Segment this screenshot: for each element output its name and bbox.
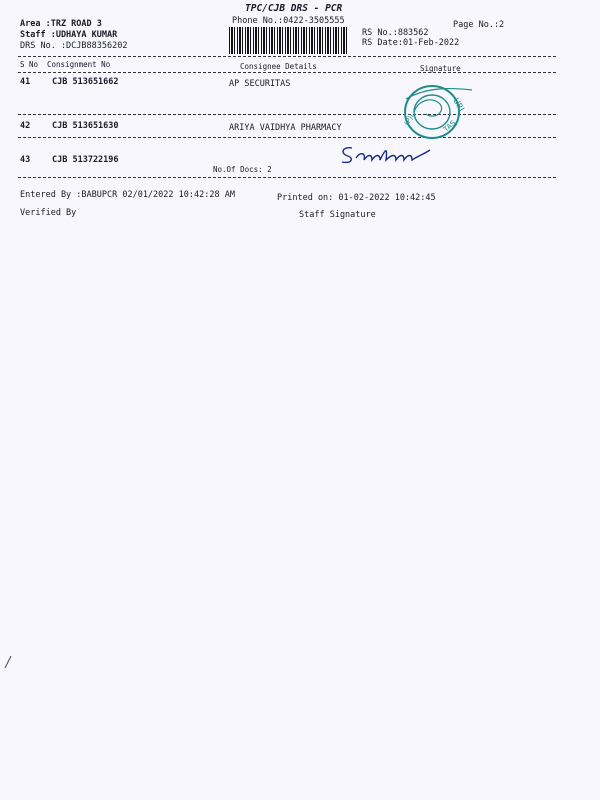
entered-by: Entered By :BABUPCR 02/01/2022 10:42:28 AM [20,190,235,200]
svg-text:(P)L: (P)L [402,111,417,127]
staff-label: Staff :UDHAYA KUMAR [20,30,118,40]
row-sno: 42 [20,121,31,131]
divider [18,72,556,73]
docs-count: No.Of Docs: 2 [213,165,272,174]
column-header-consignee: Consignee Details [240,62,317,71]
area-label: Area :TRZ ROAD 3 [20,19,102,29]
barcode-image [229,27,349,54]
divider [18,56,556,57]
printed-on: Printed on: 01-02-2022 10:42:45 [277,193,436,203]
row-consignment: CJB 513651630 [52,121,119,131]
row-consignee: AP SECURITAS [229,79,291,89]
rs-date: RS Date:01-Feb-2022 [362,38,460,48]
divider [18,137,556,138]
row-consignment: CJB 513722196 [52,155,119,165]
handwritten-signature [338,140,433,170]
pen-mark [3,655,13,669]
rs-number: RS No.:883562 [362,28,429,38]
divider [18,177,556,178]
column-header-signature: Signature [420,64,461,73]
staff-signature-label: Staff Signature [299,210,376,220]
row-consignee: ARIYA VAIDHYA PHARMACY [229,123,342,133]
company-stamp [398,82,474,142]
svg-text:TAS: TAS [442,119,458,134]
phone-number: Phone No.:0422-3505555 [232,16,345,26]
page-number: Page No.:2 [453,20,505,30]
document-title: TPC/CJB DRS - PCR [245,3,343,14]
drs-number: DRS No. :DCJB88356202 [20,41,128,51]
column-header-consignment: Consignment No [47,60,111,69]
row-consignment: CJB 513651662 [52,77,119,87]
row-sno: 41 [20,77,31,87]
verified-by-label: Verified By [20,208,77,218]
divider [18,114,556,115]
column-header-sno: S No [20,60,39,69]
svg-text:URI: URI [451,96,466,113]
row-sno: 43 [20,155,31,165]
